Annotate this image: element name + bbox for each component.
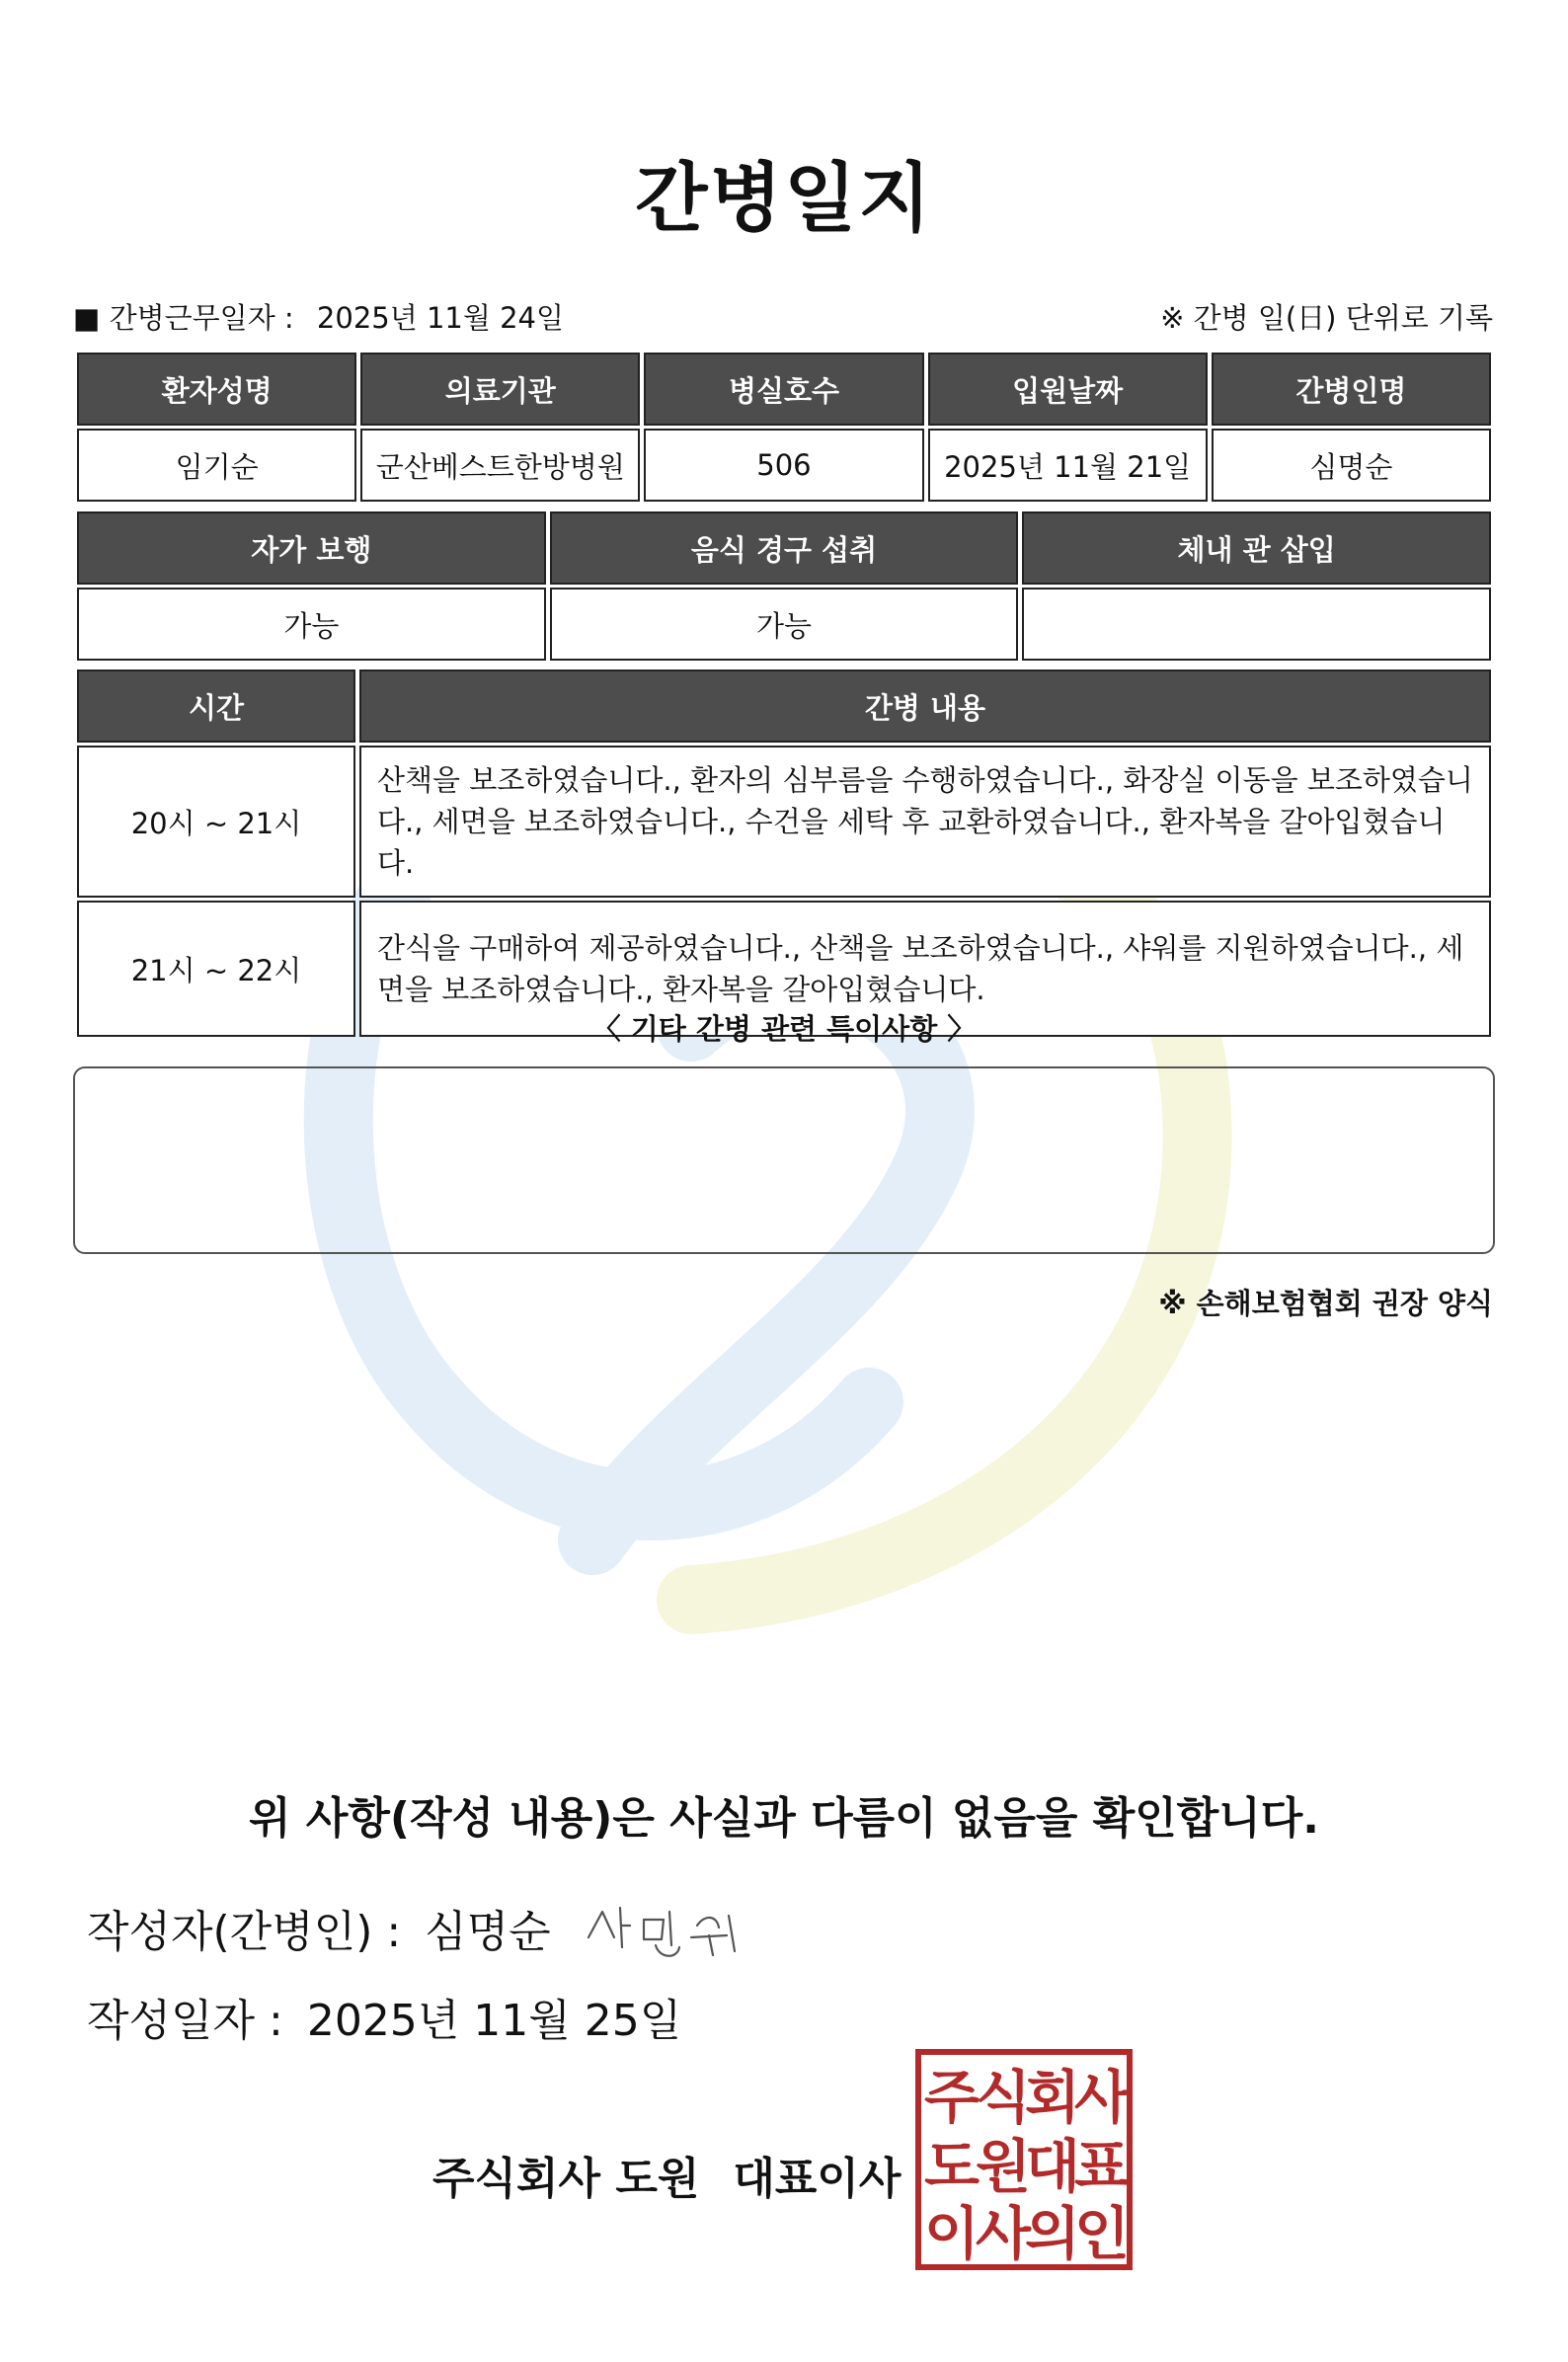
log-content: 산책을 보조하였습니다., 환자의 심부름을 수행하였습니다., 화장실 이동을 보조하였습니다., 세면을 보조하였습니다., 수건을 세탁 후 교환하였습니다., 환자복을 갈아입혔습니다.	[359, 746, 1491, 898]
company-name: 주식회사 도원	[432, 2154, 700, 2204]
tube-insertion-value	[1022, 588, 1491, 661]
document-title: 간병일지	[635, 154, 933, 242]
special-notes-title: 〈 기타 간병 관련 특이사항 〉	[591, 1012, 977, 1046]
svg-text:원: 원	[975, 2133, 1032, 2200]
svg-text:표: 표	[1073, 2133, 1131, 2200]
patient-status-table	[73, 509, 1495, 664]
writer-label: 작성자(간병인) :	[87, 1907, 402, 1957]
table-row	[77, 746, 1491, 898]
svg-text:의: 의	[1024, 2200, 1081, 2267]
svg-text:식: 식	[975, 2064, 1032, 2131]
svg-text:주: 주	[923, 2064, 980, 2131]
header-time: 시간	[77, 669, 355, 743]
caregiver-name: 심명순	[1212, 429, 1491, 502]
written-date-value: 2025년 11월 25일	[306, 1996, 682, 2046]
patient-name: 임기순	[77, 429, 356, 502]
header-admission-date: 입원날짜	[928, 353, 1208, 426]
header-caregiver-name: 간병인명	[1212, 353, 1491, 426]
patient-info-table	[73, 350, 1495, 505]
room-number: 506	[644, 429, 923, 502]
confirmation-statement: 위 사항(작성 내용)은 사실과 다름이 없음을 확인합니다.	[249, 1793, 1319, 1844]
svg-text:인: 인	[1073, 2200, 1131, 2267]
self-walking-value: 가능	[77, 588, 546, 661]
record-unit-note: ※ 간병 일(日) 단위로 기록	[1160, 301, 1493, 335]
header-room-number: 병실호수	[644, 353, 923, 426]
writer-line	[87, 1896, 551, 1959]
institution: 군산베스트한방병원	[360, 429, 640, 502]
work-date-line	[73, 296, 564, 337]
care-log-table	[73, 667, 1495, 1040]
header-oral-intake: 음식 경구 섭취	[550, 512, 1019, 585]
svg-text:회: 회	[1024, 2064, 1081, 2131]
header-care-content: 간병 내용	[359, 669, 1491, 743]
header-self-walking: 자가 보행	[77, 512, 546, 585]
header-tube-insertion: 체내 관 삽입	[1022, 512, 1491, 585]
company-line	[432, 2143, 901, 2206]
admission-date: 2025년 11월 21일	[928, 429, 1208, 502]
svg-text:도: 도	[923, 2133, 980, 2200]
log-time: 21시 ~ 22시	[77, 901, 355, 1037]
svg-text:사: 사	[975, 2200, 1032, 2267]
header-patient-name: 환자성명	[77, 353, 356, 426]
log-time: 20시 ~ 21시	[77, 746, 355, 898]
work-date-value: 2025년 11월 24일	[316, 301, 565, 335]
company-seal	[914, 2048, 1134, 2271]
company-role: 대표이사	[733, 2154, 902, 2204]
writer-name: 심명순	[425, 1907, 551, 1957]
svg-text:이: 이	[923, 2200, 980, 2267]
oral-intake-value: 가능	[550, 588, 1019, 661]
work-date-label: ■ 간병근무일자 :	[73, 301, 294, 335]
log-content: 간식을 구매하여 제공하였습니다., 산책을 보조하였습니다., 샤워를 지원하였습니다., 세면을 보조하였습니다., 환자복을 갈아입혔습니다.	[359, 901, 1491, 1037]
svg-text:대: 대	[1024, 2133, 1081, 2200]
svg-text:사: 사	[1073, 2064, 1131, 2131]
special-notes-box	[73, 1066, 1495, 1254]
written-date-line	[87, 1985, 681, 2048]
header-institution: 의료기관	[360, 353, 640, 426]
handwritten-signature	[581, 1886, 758, 1965]
association-note: ※ 손해보험협회 권장 양식	[1158, 1287, 1493, 1320]
written-date-label: 작성일자 :	[87, 1996, 283, 2046]
